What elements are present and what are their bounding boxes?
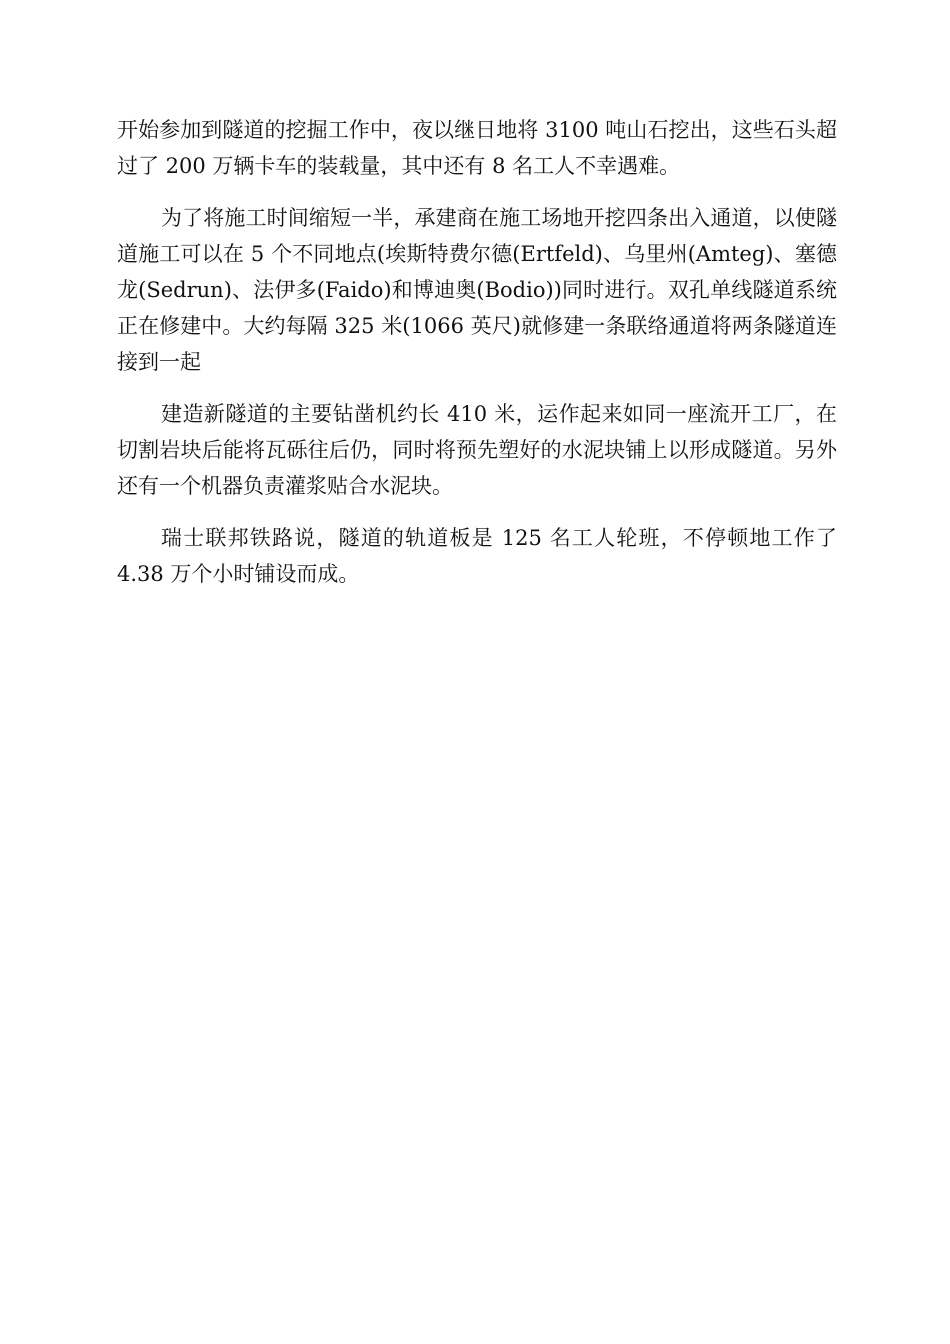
- paragraph-continuation: 开始参加到隧道的挖掘工作中，夜以继日地将 3100 吨山石挖出，这些石头超过了 200 万辆卡车的装载量，其中还有 8 名工人不幸遇难。: [117, 118, 837, 178]
- document-body: [117, 112, 837, 608]
- paragraph-construction-sites: 为了将施工时间缩短一半，承建商在施工场地开挖四条出入通道，以使隧道施工可以在 5 个不同地点(埃斯特费尔德(Ertfeld)、乌里州(Amteg)、塞德龙(Sedrun)、法伊多(Faido)和博迪奥(Bodio))同时进行。双孔单线隧道系统正在修建中。大约每隔 325 米(1066 英尺)就修建一条联络通道将两条隧道连接到一起: [117, 206, 837, 374]
- paragraph-track-slab: 瑞士联邦铁路说，隧道的轨道板是 125 名工人轮班，不停顿地工作了 4.38 万个小时铺设而成。: [117, 526, 837, 586]
- paragraph-boring-machine: 建造新隧道的主要钻凿机约长 410 米，运作起来如同一座流开工厂，在切割岩块后能将瓦砾往后仍，同时将预先塑好的水泥块铺上以形成隧道。另外还有一个机器负责灌浆贴合水泥块。: [117, 402, 837, 498]
